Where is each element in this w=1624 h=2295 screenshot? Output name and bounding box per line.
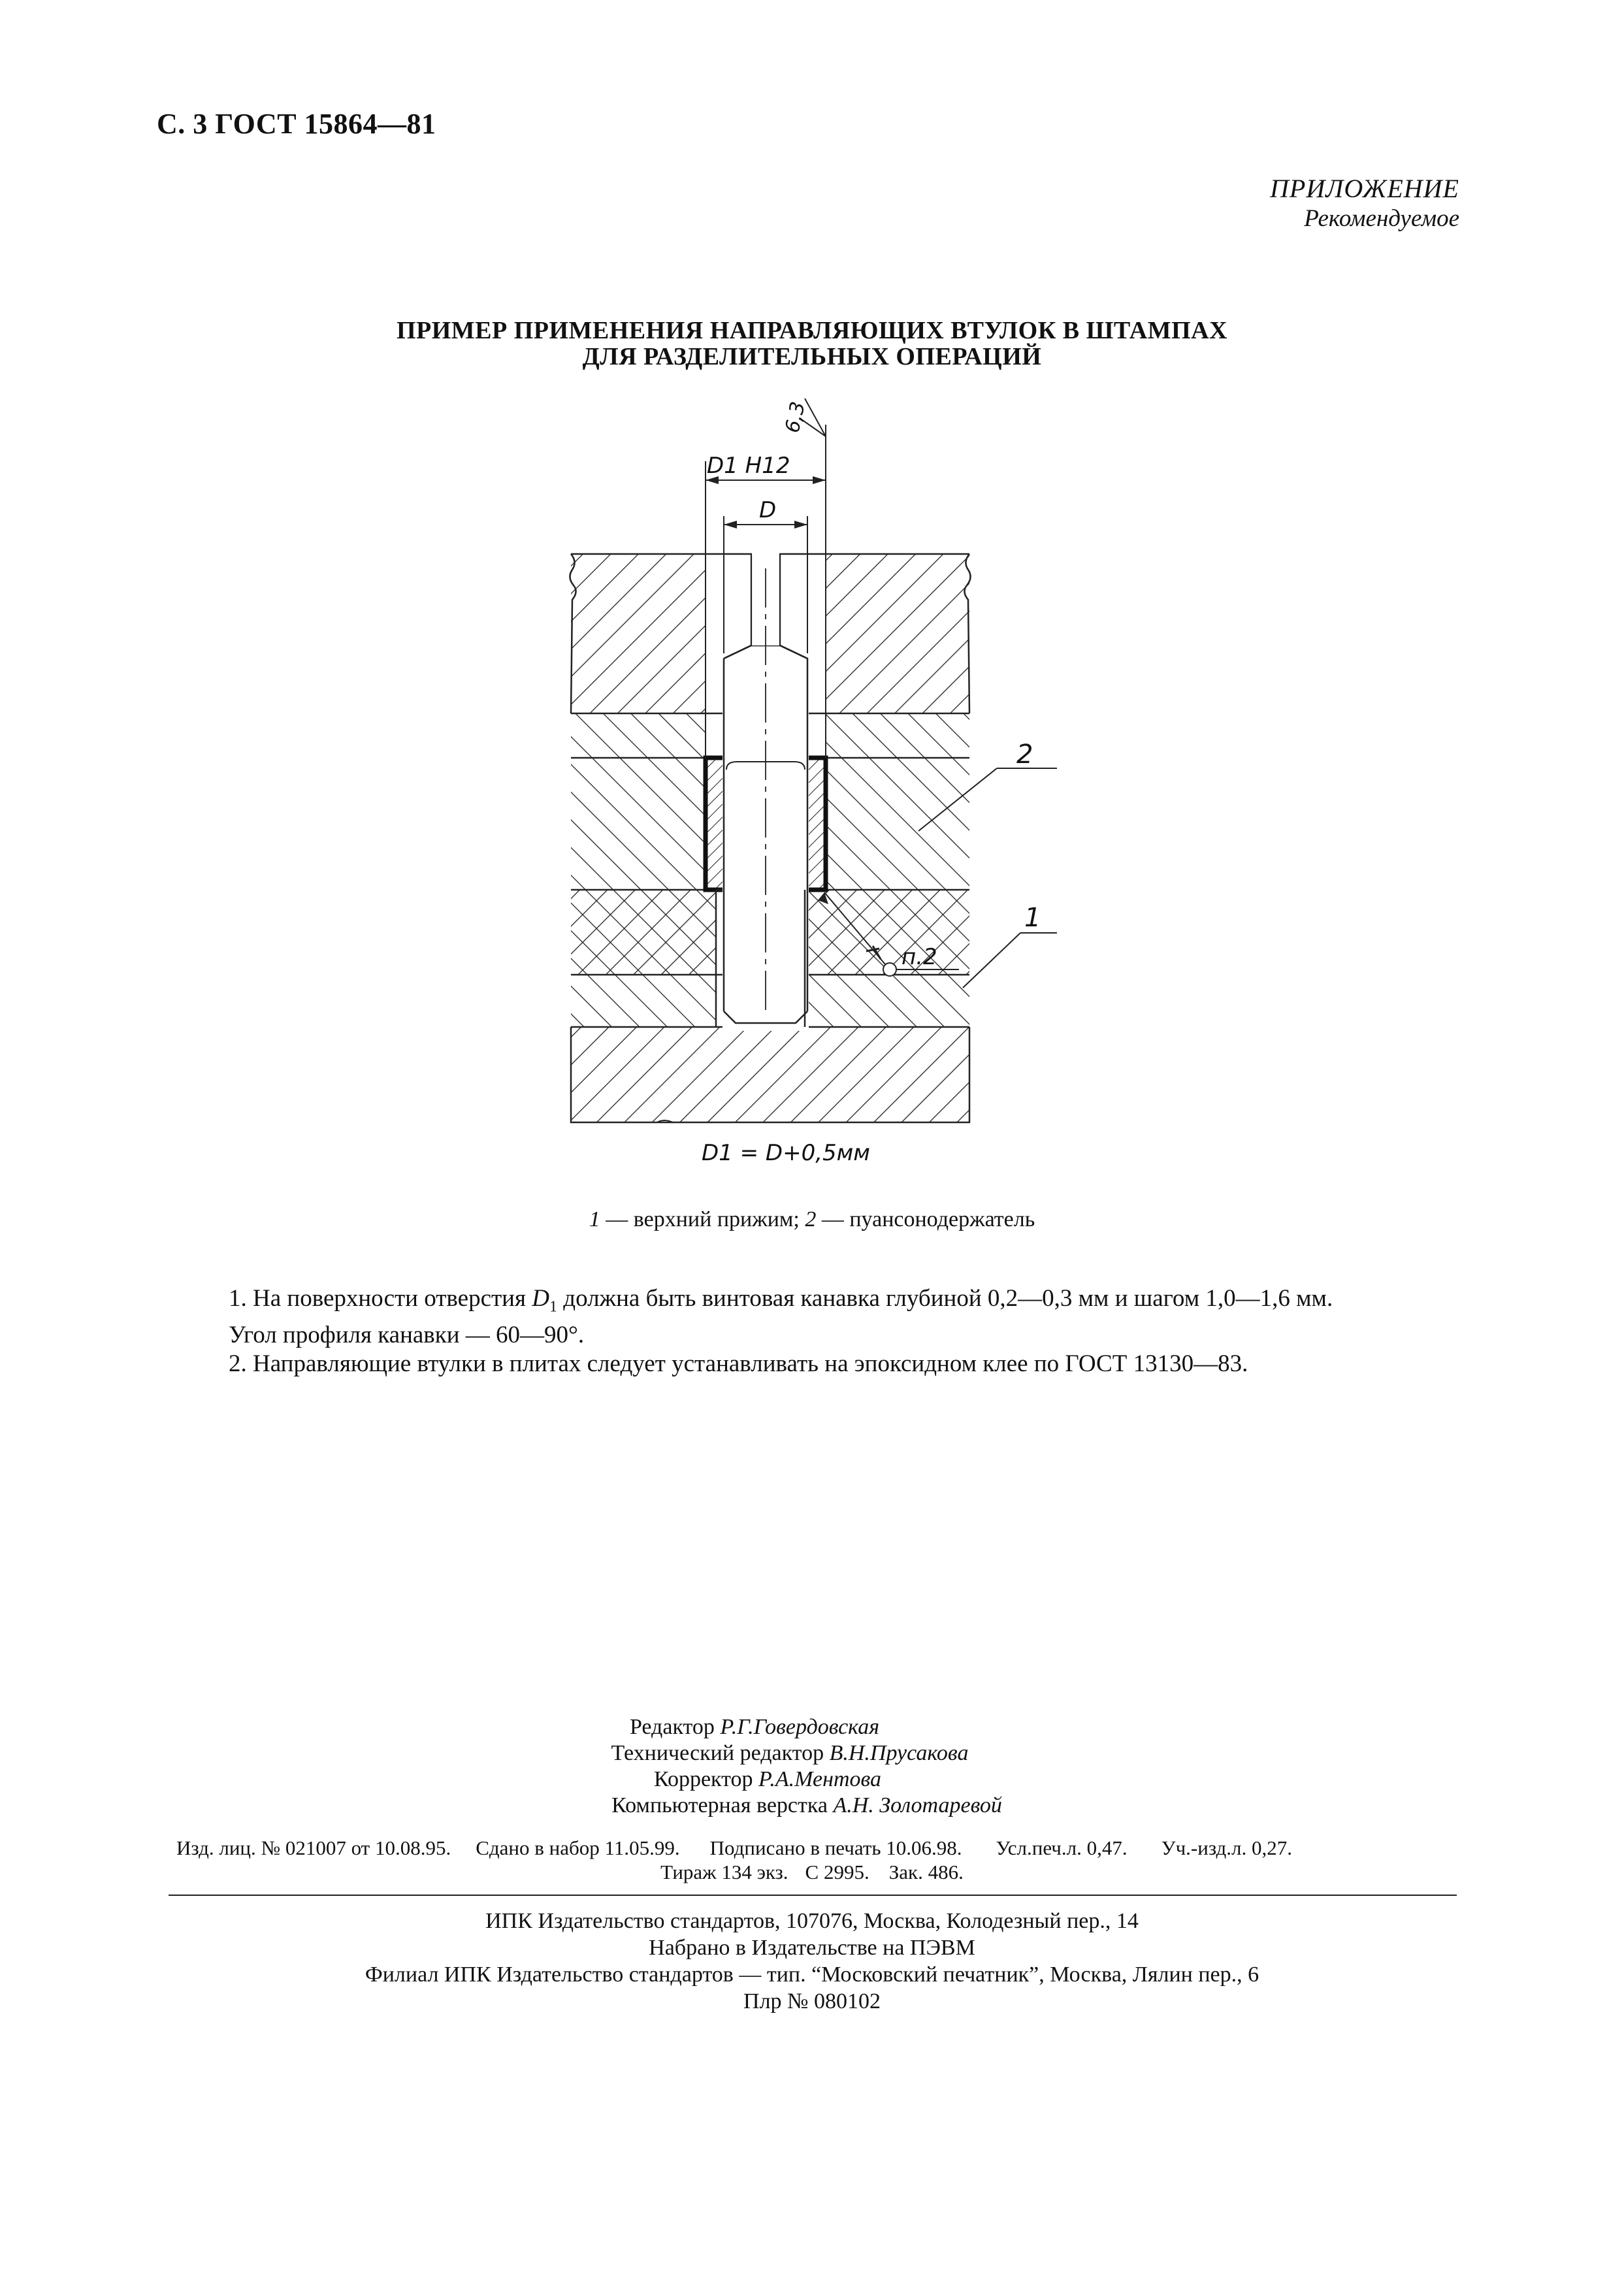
credit-label: Редактор [629, 1715, 715, 1739]
publication-info [176, 1836, 1292, 1861]
note-item-1 [229, 1284, 1489, 1321]
note-item-1-cont: Угол профиля канавки — 60—90°. [229, 1322, 585, 1349]
credit-editor [0, 1714, 1624, 1740]
note-1-text-b: должна быть винтовая канавка глубиной 0,2—0,3 мм и шагом 1,0—1,6 мм. [557, 1285, 1333, 1312]
punch [716, 553, 809, 1031]
appendix-title: ПРИЛОЖЕНИЕ [1270, 174, 1459, 203]
pub-license: Изд. лиц. № 021007 от 10.08.95. [176, 1836, 451, 1859]
credit-name: А.Н. Золотаревой [833, 1793, 1002, 1817]
caption-text-2: — пуансонодержатель [816, 1207, 1035, 1231]
dimension-d1-label: D1 H12 [707, 453, 790, 479]
diameter-formula: D1 = D+0,5мм [702, 1140, 870, 1166]
pub-pub-sheets: Уч.-изд.л. 0,27. [1161, 1836, 1293, 1859]
credits-block [0, 1714, 1624, 1819]
imprint-line-2: Набрано в Издательстве на ПЭВМ [649, 1936, 975, 1960]
credit-name: Р.А.Ментова [758, 1767, 882, 1791]
caption-text-1: — верхний прижим; [600, 1207, 805, 1231]
callout-2-label: 2 [1016, 740, 1033, 770]
divider-line [169, 1895, 1457, 1896]
note-1-var: D [532, 1285, 549, 1312]
appendix-status: Рекомендуемое [1304, 205, 1459, 232]
caption-num-1: 1 [589, 1207, 600, 1231]
credit-proofreader [0, 1766, 1624, 1793]
callout-1-label: 1 [1024, 903, 1041, 933]
pub-signed: Подписано в печать 10.06.98. [709, 1836, 962, 1859]
credit-name: Р.Г.Говердовская [720, 1715, 880, 1739]
pub-run: Тираж 134 экз. [660, 1861, 788, 1883]
page-header: С. 3 ГОСТ 15864—81 [157, 108, 436, 140]
imprint-line-1: ИПК Издательство стандартов, 107076, Москва, Колодезный пер., 14 [485, 1909, 1139, 1933]
title-line-2: ДЛЯ РАЗДЕЛИТЕЛЬНЫХ ОПЕРАЦИЙ [582, 343, 1042, 370]
imprint-block [0, 1908, 1624, 2015]
credit-label: Компьютерная верстка [611, 1793, 828, 1817]
callout-1 [963, 933, 1057, 988]
title-line-1: ПРИМЕР ПРИМЕНЕНИЯ НАПРАВЛЯЮЩИХ ВТУЛОК В ШТАМПАХ [396, 317, 1228, 344]
roughness-label: 6,3 [781, 399, 810, 435]
credit-tech-editor [0, 1740, 1624, 1766]
die-plate [571, 1027, 969, 1122]
publication-info-row-2 [0, 1861, 1624, 1884]
note-reference-label: п.2 [901, 944, 937, 970]
pub-sent: Сдано в набор 11.05.99. [476, 1836, 680, 1859]
note-1-text-a: 1. На поверхности отверстия [229, 1285, 532, 1312]
note-item-2: 2. Направляющие втулки в плитах следует устанавливать на эпоксидном клее по ГОСТ 13130—83. [229, 1350, 1248, 1378]
credit-layout [0, 1793, 1624, 1819]
note-1-sub: 1 [549, 1298, 557, 1316]
imprint-line-4: Плр № 080102 [743, 1989, 881, 2013]
dimension-d-label: D [759, 497, 777, 523]
pub-order: Зак. 486. [888, 1861, 964, 1883]
notes-list [229, 1284, 1489, 1378]
figure-caption [0, 1207, 1624, 1232]
pub-code: С 2995. [805, 1861, 869, 1883]
imprint-line-3: Филиал ИПК Издательство стандартов — тип. “Московский печатник”, Москва, Лялин пер., 6 [365, 1962, 1259, 1987]
credit-name: В.Н.Прусакова [829, 1741, 969, 1765]
credit-label: Корректор [653, 1767, 753, 1791]
pub-print-sheets: Усл.печ.л. 0,47. [996, 1836, 1128, 1859]
caption-num-2: 2 [805, 1207, 817, 1231]
credit-label: Технический редактор [611, 1741, 824, 1765]
